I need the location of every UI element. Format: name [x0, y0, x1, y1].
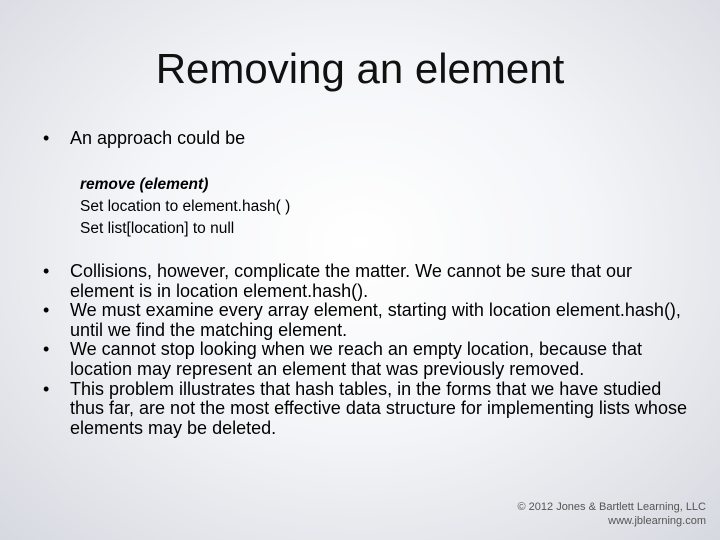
list-item-text: This problem illustrates that hash tables, in the forms that we have studied thus far, are not the most effective data structure for implementing lists whose elements may be deleted.	[70, 378, 687, 438]
bullet-dot: •	[43, 378, 50, 399]
list-item	[43, 380, 693, 439]
website-line: www.jblearning.com	[608, 515, 706, 527]
list-item-text: Collisions, however, complicate the matter. We cannot be sure that our element is in location element.hash().	[70, 261, 632, 301]
copyright-notice	[518, 500, 707, 528]
bullet-dot: •	[43, 128, 50, 148]
bullet-dot: •	[43, 339, 50, 360]
slide-title: Removing an element	[155, 45, 565, 92]
pseudocode-block	[80, 174, 290, 240]
pseudocode-line: Set list[location] to null	[80, 220, 235, 237]
list-item-text: We cannot stop looking when we reach an empty location, because that location may represent an element that was previously removed.	[70, 339, 643, 379]
bullet-dot: •	[43, 300, 50, 321]
pseudocode-line: remove (element)	[80, 176, 209, 193]
list-item	[43, 340, 693, 379]
bullet-list	[43, 262, 693, 438]
pseudocode-line: Set location to element.hash( )	[80, 198, 291, 215]
copyright-line: © 2012 Jones & Bartlett Learning, LLC	[517, 501, 706, 513]
list-item-text: We must examine every array element, starting with location element.hash(), until we find the matching element.	[70, 300, 681, 340]
list-item	[43, 301, 693, 340]
list-item	[43, 262, 693, 301]
intro-text: An approach could be	[70, 128, 246, 148]
bullet-dot: •	[43, 261, 50, 281]
